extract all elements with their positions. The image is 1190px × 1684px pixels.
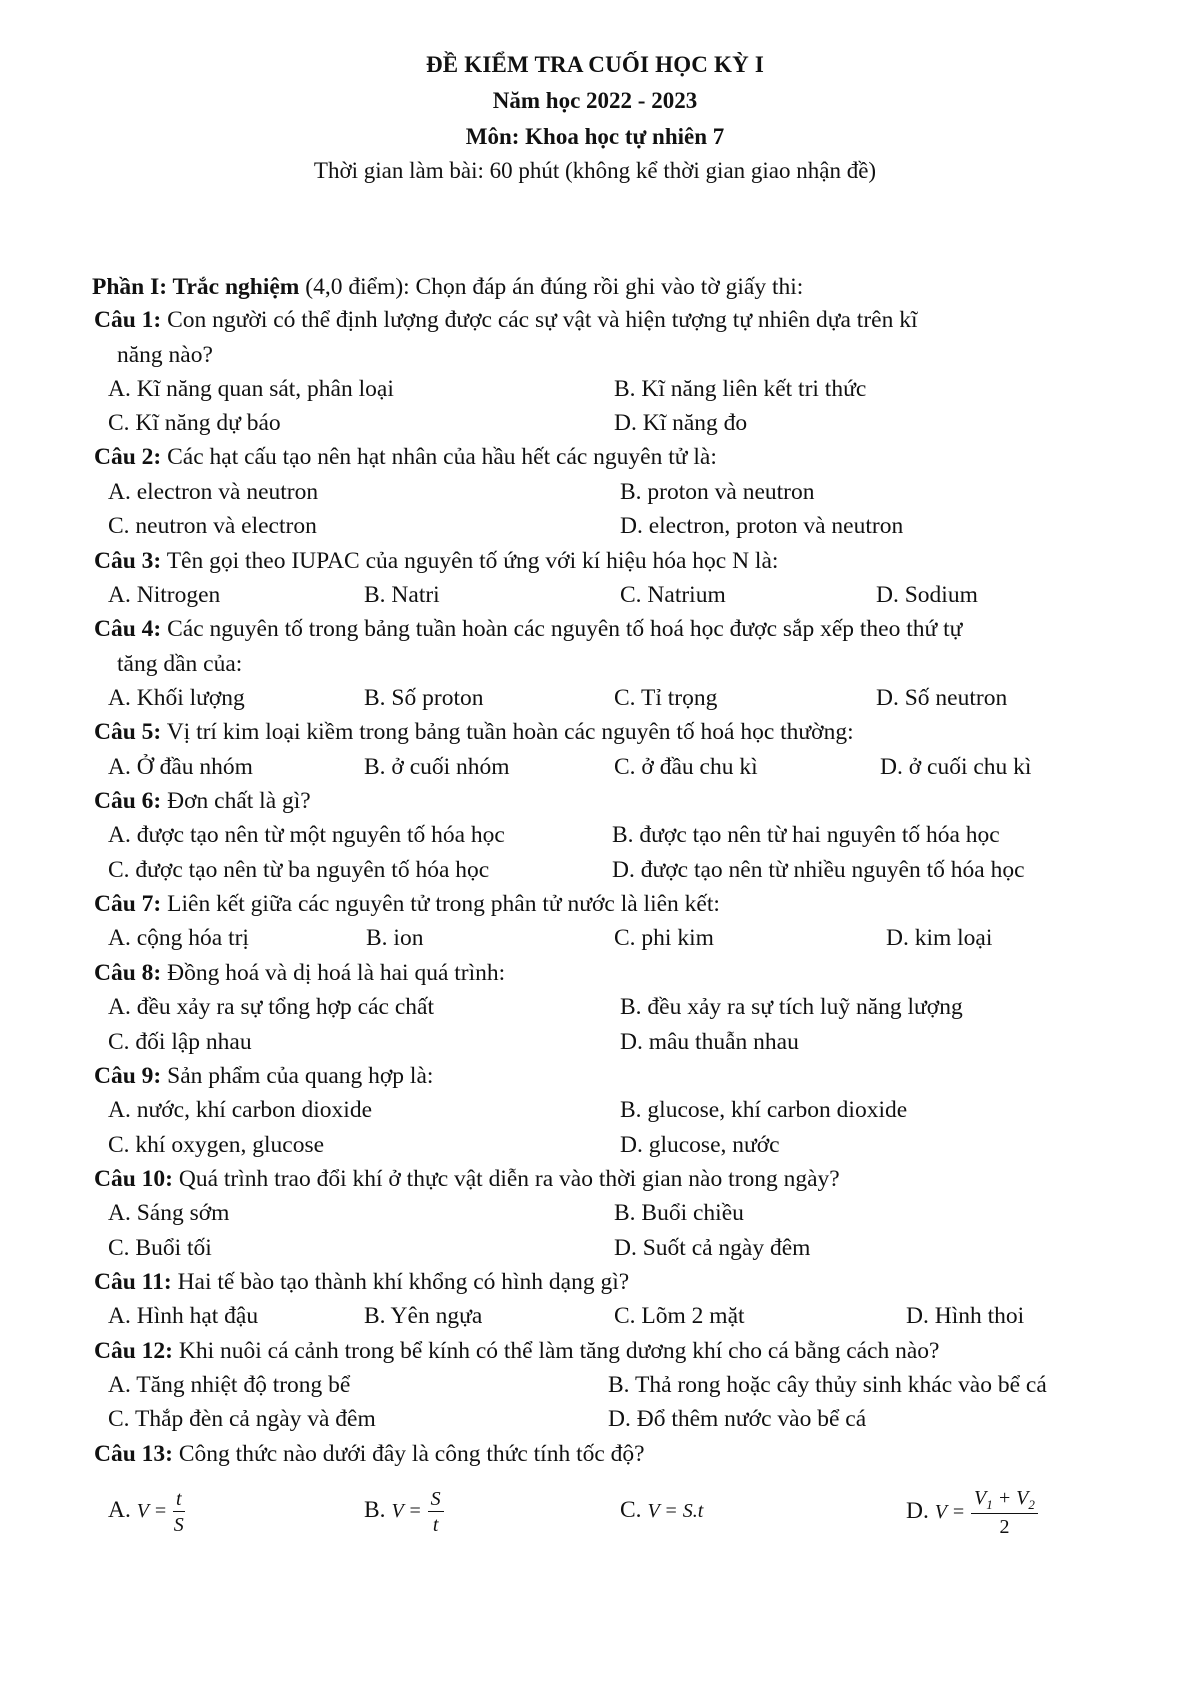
option-3b: B. Natri [364, 582, 440, 608]
option-13c [620, 1488, 703, 1533]
numerator: S [428, 1489, 444, 1512]
question-label: Câu 10: [94, 1166, 173, 1192]
question-label: Câu 3: [94, 548, 162, 574]
formula-lhs: V = [391, 1500, 422, 1522]
question-6 [94, 786, 311, 816]
option-11a: A. Hình hạt đậu [108, 1303, 259, 1329]
option-10d: D. Suốt cả ngày đêm [614, 1235, 811, 1261]
option-7a: A. cộng hóa trị [108, 925, 249, 951]
option-7b: B. ion [366, 925, 424, 951]
question-text: Hai tế bào tạo thành khí khổng có hình dạng gì? [171, 1269, 630, 1295]
option-10a: A. Sáng sớm [108, 1200, 230, 1226]
option-2b: B. proton và neutron [620, 479, 815, 505]
option-5d: D. ở cuối chu kì [880, 754, 1032, 780]
question-text: Đồng hoá và dị hoá là hai quá trình: [161, 960, 506, 986]
option-11d: D. Hình thoi [906, 1303, 1025, 1329]
question-text: Sản phẩm của quang hợp là: [161, 1063, 434, 1089]
formula-lhs: V = [934, 1500, 966, 1523]
question-12 [94, 1336, 939, 1366]
option-6b: B. được tạo nên từ hai nguyên tố hóa học [612, 822, 1000, 848]
option-5a: A. Ở đầu nhóm [108, 754, 253, 780]
option-12c: C. Thắp đèn cả ngày và đêm [108, 1406, 376, 1432]
fraction [971, 1488, 1038, 1537]
question-10 [94, 1164, 840, 1194]
question-4 [94, 614, 962, 644]
option-1a: A. Kĩ năng quan sát, phân loại [108, 376, 394, 402]
question-text: Tên gọi theo IUPAC của nguyên tố ứng với kí hiệu hóa học N là: [161, 548, 779, 574]
exam-title: ĐỀ KIỂM TRA CUỐI HỌC KỲ I [425, 52, 765, 77]
formula-expr: V = S.t [647, 1500, 704, 1522]
numerator: $V_1 + V_2$ [971, 1488, 1038, 1514]
option-9c: C. khí oxygen, glucose [108, 1132, 325, 1158]
option-8c: C. đối lập nhau [108, 1029, 252, 1055]
question-1-cont: năng nào? [117, 342, 213, 368]
option-3d: D. Sodium [876, 582, 978, 608]
option-12b: B. Thả rong hoặc cây thủy sinh khác vào bể cá [608, 1372, 1047, 1398]
denominator: S [173, 1513, 184, 1536]
fraction [173, 1489, 185, 1535]
question-8 [94, 958, 505, 988]
option-8d: D. mâu thuẫn nhau [620, 1029, 799, 1055]
option-6d: D. được tạo nên từ nhiều nguyên tố hóa học [612, 857, 1025, 883]
option-13a [108, 1488, 185, 1535]
denominator: t [432, 1513, 439, 1536]
option-6c: C. được tạo nên từ ba nguyên tố hóa học [108, 857, 490, 883]
question-text: Các hạt cấu tạo nên hạt nhân của hầu hết các nguyên tử là: [161, 444, 717, 470]
question-text: Công thức nào dưới đây là công thức tính tốc độ? [173, 1441, 645, 1467]
option-9d: D. glucose, nước [620, 1132, 780, 1158]
question-1 [94, 305, 918, 335]
option-4d: D. Số neutron [876, 685, 1008, 711]
question-11 [94, 1267, 629, 1297]
option-13d [906, 1488, 1038, 1537]
question-label: Câu 4: [94, 616, 162, 642]
numerator: t [173, 1489, 185, 1512]
question-text: Khi nuôi cá cảnh trong bể kính có thể làm tăng dương khí cho cá bằng cách nào? [173, 1338, 940, 1364]
formula-lhs: V = [136, 1500, 168, 1522]
option-1c: C. Kĩ năng dự báo [108, 410, 281, 436]
option-8b: B. đều xảy ra sự tích luỹ năng lượng [620, 994, 963, 1020]
option-2c: C. neutron và electron [108, 513, 317, 539]
question-text: Con người có thể định lượng được các sự vật và hiện tượng tự nhiên dựa trên kĩ [161, 307, 918, 333]
option-12a: A. Tăng nhiệt độ trong bể [108, 1372, 351, 1398]
option-letter: B. [364, 1497, 386, 1523]
question-text: Các nguyên tố trong bảng tuần hoàn các nguyên tố hoá học được sắp xếp theo thứ tự [161, 616, 963, 642]
part-heading [92, 272, 803, 302]
question-label: Câu 6: [94, 788, 162, 814]
option-letter: C. [620, 1497, 642, 1523]
school-year: Năm học 2022 - 2023 [492, 88, 698, 113]
option-2d: D. electron, proton và neutron [620, 513, 904, 539]
option-6a: A. được tạo nên từ một nguyên tố hóa học [108, 822, 505, 848]
option-4c: C. Tỉ trọng [614, 685, 718, 711]
subject: Môn: Khoa học tự nhiên 7 [465, 124, 725, 149]
question-3 [94, 546, 778, 576]
question-label: Câu 9: [94, 1063, 162, 1089]
question-text: Đơn chất là gì? [161, 788, 311, 814]
part-label: Phần I: Trắc nghiệm [92, 274, 300, 300]
option-5b: B. ở cuối nhóm [364, 754, 510, 780]
question-label: Câu 12: [94, 1338, 173, 1364]
option-4a: A. Khối lượng [108, 685, 245, 711]
option-1d: D. Kĩ năng đo [614, 410, 748, 436]
question-9 [94, 1061, 433, 1091]
option-3c: C. Natrium [620, 582, 726, 608]
denominator: 2 [999, 1516, 1010, 1538]
question-label: Câu 7: [94, 891, 162, 917]
question-4-cont: tăng dần của: [117, 651, 243, 677]
option-5c: C. ở đầu chu kì [614, 754, 758, 780]
option-8a: A. đều xảy ra sự tổng hợp các chất [108, 994, 434, 1020]
option-10b: B. Buổi chiều [614, 1200, 744, 1226]
option-letter: A. [108, 1497, 131, 1523]
question-label: Câu 2: [94, 444, 162, 470]
option-1b: B. Kĩ năng liên kết tri thức [614, 376, 867, 402]
question-label: Câu 11: [94, 1269, 172, 1295]
option-9b: B. glucose, khí carbon dioxide [620, 1097, 908, 1123]
question-label: Câu 13: [94, 1441, 173, 1467]
part-instruction: (4,0 điểm): Chọn đáp án đúng rồi ghi vào tờ giấy thi: [299, 274, 804, 300]
question-2 [94, 442, 717, 472]
question-label: Câu 5: [94, 719, 162, 745]
question-7 [94, 889, 720, 919]
option-letter: D. [906, 1497, 929, 1524]
question-label: Câu 1: [94, 307, 162, 333]
option-11c: C. Lõm 2 mặt [614, 1303, 745, 1329]
option-13b [364, 1488, 444, 1535]
question-13 [94, 1439, 645, 1469]
option-10c: C. Buổi tối [108, 1235, 212, 1261]
question-text: Vị trí kim loại kiềm trong bảng tuần hoàn các nguyên tố hoá học thường: [161, 719, 854, 745]
time-limit: Thời gian làm bài: 60 phút (không kể thời gian giao nhận đề) [313, 158, 877, 183]
question-text: Liên kết giữa các nguyên tử trong phân tử nước là liên kết: [161, 891, 720, 917]
question-text: Quá trình trao đổi khí ở thực vật diễn ra vào thời gian nào trong ngày? [173, 1166, 840, 1192]
question-label: Câu 8: [94, 960, 162, 986]
option-7c: C. phi kim [614, 925, 714, 951]
fraction [428, 1489, 444, 1535]
option-12d: D. Đổ thêm nước vào bể cá [608, 1406, 867, 1432]
option-7d: D. kim loại [886, 925, 993, 951]
option-3a: A. Nitrogen [108, 582, 221, 608]
option-2a: A. electron và neutron [108, 479, 319, 505]
question-5 [94, 717, 854, 747]
option-11b: B. Yên ngựa [364, 1303, 483, 1329]
option-4b: B. Số proton [364, 685, 484, 711]
option-9a: A. nước, khí carbon dioxide [108, 1097, 373, 1123]
